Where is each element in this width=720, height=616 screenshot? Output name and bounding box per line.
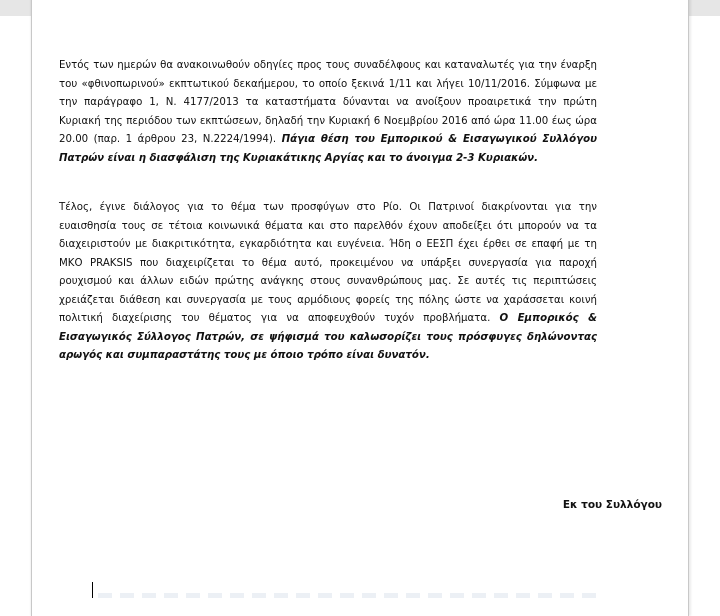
document-body[interactable] [59, 57, 597, 366]
next-page-text-preview [98, 593, 598, 598]
paragraph-refugees [59, 199, 597, 366]
paragraph-text: Τέλος, έγινε διάλογος για το θέμα των προσφύγων στο Ρίο. Οι Πατρινοί διακρίνονται για την ευαισθησία τους σε τέτοια κοινωνικά θέματα και στο παρελθόν έχουν αποδείξει ότι μπορούν να τα διαχειριστούν με διακριτικότητα, εγκαρδιότητα και ευγένεια. Ήδη ο ΕΕΣΠ έχει έρθει σε επαφή με τη ΜΚΟ PRAKSIS που διαχειρίζεται το θέμα αυτό, προκειμένου να υπάρξει συνεργασία για παροχή ρουχισμού και άλλων ειδών πρώτης ανάγκης στους συνανθρώπους μας. Σε αυτές τις περιπτώσεις χρειάζεται διάθεση και συνεργασία με τους αρμόδιους φορείς της πόλης ώστε να χαράσσεται κοινή πολιτική διαχείρισης του θέματος για να αποφευχθούν τυχόν προβλήματα. [59, 202, 597, 324]
paragraph-text: Εντός των ημερών θα ανακοινωθούν οδηγίες προς τους συναδέλφους και καταναλωτές για την έναρξη του «φθινοπωρινού» εκπτωτικού δεκαήμερου, το οποίο ξεκινά 1/11 και λήγει 10/11/2016. Σύμφωνα με την παράγραφο 1, Ν. 4177/2013 τα καταστήματα δύνανται να ανοίξουν προαιρετικά την πρώτη Κυριακή της περιόδου των εκπτώσεων, δηλαδή την Κυριακή 6 Νοεμβρίου 2016 από ώρα 11.00 έως ώρα 20.00 (παρ. 1 άρθρου 23, Ν.2224/1994). [59, 60, 597, 145]
paragraph-holiday-sales [59, 57, 597, 168]
paragraph-emphasis: Ο Εμπορικός & Εισαγωγικός Σύλλογος Πατρών, σε ψήφισμά του καλωσορίζει τους πρόσφυγες δηλώνοντας αρωγός και συμπαραστάτης τους με όποιο τρόπο είναι δυνατόν. [59, 313, 597, 361]
paragraph-emphasis: Πάγια θέση του Εμπορικού & Εισαγωγικού Συλλόγου Πατρών είναι η διασφάλιση της Κυριακάτικης Αργίας και το άνοιγμα 2-3 Κυριακών. [59, 134, 597, 164]
signature: Εκ του Συλλόγου [562, 499, 662, 511]
text-cursor [92, 582, 93, 598]
